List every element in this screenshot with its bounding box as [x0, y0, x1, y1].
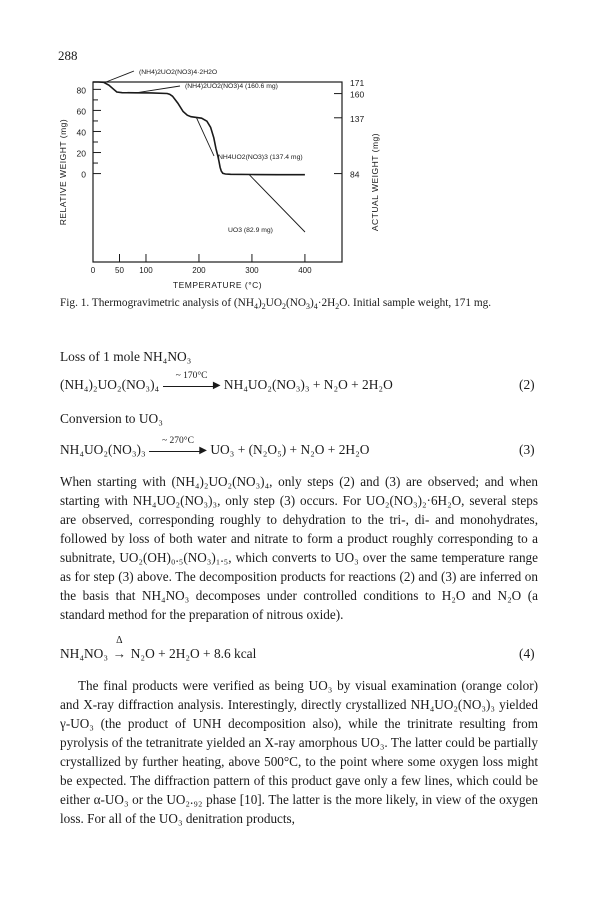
x-tick-label: 400 [298, 266, 312, 275]
annotation-leader [249, 175, 305, 232]
y-tick-label-left: 60 [76, 106, 86, 117]
eq4-arrow: Δ → [112, 635, 127, 661]
y-tick-label-right: 160 [350, 89, 365, 100]
equation-4 [60, 635, 257, 662]
y-tick-label-left: 80 [76, 85, 86, 96]
eq4-left: NH₄NO₃ [60, 646, 109, 661]
eq3-arrow: ~ 270°C ▶ [149, 445, 207, 457]
figure-caption: Fig. 1. Thermogravimetric analysis of $(NH_4)_2UO_2(NO_3)_4\cdot 2H_2O$. Initial sample weight, 171 mg. [60, 297, 492, 311]
annotation-label: (NH4)2UO2(NO3)4 (160.6 mg) [185, 83, 278, 90]
x-tick-label: 100 [139, 266, 153, 275]
equation-3 [60, 435, 370, 458]
equation-2 [60, 370, 393, 393]
eq3-right: UO₃ + (N₂O₅) + N₂O + 2H₂O [210, 442, 370, 457]
y-tick-label-right: 84 [350, 169, 360, 180]
eq3-number: (3) [519, 442, 535, 457]
annotation-leader [196, 117, 214, 156]
eq2-arrow-label: ~ 170°C [175, 370, 208, 381]
y-tick-label-left: 40 [76, 127, 86, 138]
annotation-leader [106, 71, 134, 82]
y-tick-label-right: 137 [350, 113, 365, 124]
paragraph-2-text: The final products were verified as being UO₃ by visual examination (orange color) and X-ray diffraction analysis. Interestingly, directly crystallized NH₄UO₂(NO₃)₃ yielded γ-UO₃ (the product of UNH decomposition also), while the trinitrate resulting from pyrolysis of the tetranitrate yielded an X-ray amorphous UO₃. The latter could be partially crystallized by further heating, above 500°C, to the point where some oxygen loss might be expected. The diffraction pattern of this product gave only a few lines, which could be either α-UO₃ or the UO₂.₉₂ phase [10]. The latter is the more likely, in view of the oxygen loss. For all of the UO₃ denitration products, [60, 678, 538, 826]
paragraph-1 [60, 472, 538, 624]
y-tick-label-left: 20 [76, 148, 86, 159]
y-axis-label-left: RELATIVE WEIGHT (mg) [58, 118, 68, 226]
y-tick-label-right: 171 [350, 78, 365, 88]
eq2-arrow: ~ 170°C ▶ [163, 380, 221, 392]
y-tick-label-left: 0 [81, 169, 86, 180]
eq2-left: (NH₄)₂UO₂(NO₃)₄ [60, 377, 160, 392]
eq2-right: NH₄UO₂(NO₃)₃ + N₂O + 2H₂O [223, 377, 393, 392]
paragraph-2 [60, 676, 538, 828]
x-tick-label: 200 [192, 266, 206, 275]
x-tick-label: 300 [245, 266, 259, 275]
page-number: 288 [58, 48, 78, 63]
eq4-number: (4) [519, 646, 535, 661]
x-tick-label: 0 [90, 266, 96, 275]
tga-chart [0, 0, 595, 300]
annotation-label: UO3 (82.9 mg) [228, 227, 273, 234]
x-tick-label: 50 [115, 266, 124, 275]
eq4-arrow-label: Δ [116, 635, 123, 646]
annotation-leader [135, 86, 180, 93]
x-axis-label: TEMPERATURE (°C) [172, 280, 263, 290]
annotation-label: NH4UO2(NO3)3 (137.4 mg) [218, 154, 303, 161]
y-axis-label-right: ACTUAL WEIGHT (mg) [370, 132, 380, 232]
eq3-left: NH₄UO₂(NO₃)₃ [60, 442, 146, 457]
paragraph-1-text: When starting with (NH₄)₂UO₂(NO₃)₄, only steps (2) and (3) are observed; and when starting with NH₄UO₂(NO₃)₃, only step (3) occurs. For UO₂(NO₃)₂·6H₂O, several steps are observed, corresponding roughly to dehydration to the tri-, di- and monohydrates, followed by loss of both water and nitrate to form a product roughly corresponding to a subnitrate, UO₂(OH)₀.₅(NO₃)₁.₅, which converts to UO₃ over the same temperature range as for step (3) above. The decomposition products for reactions (2) and (3) are inferred on the basis that NH₄NO₃ decomposes under controlled conditions to H₂O and N₂O (a standard method for the preparation of nitrous oxide). [60, 474, 538, 622]
plot-frame [93, 82, 342, 262]
eq4-right: N₂O + 2H₂O + 8.6 kcal [130, 646, 257, 661]
eq2-number: (2) [519, 377, 535, 392]
conversion-heading: Conversion to UO₃ [60, 411, 163, 426]
eq3-arrow-label: ~ 270°C [162, 435, 194, 446]
loss-heading: Loss of 1 mole NH₄NO₃ [60, 349, 192, 364]
annotation-label: (NH4)2UO2(NO3)4·2H2O [139, 69, 218, 76]
